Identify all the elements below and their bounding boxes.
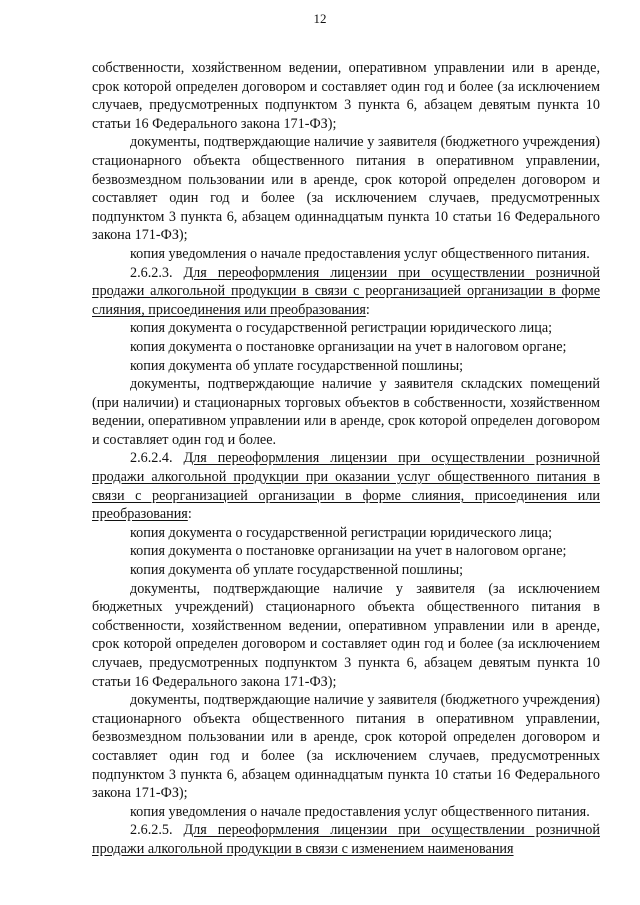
paragraph: собственности, хозяйственном ведении, оперативном управлении или в аренде, срок которой определен договором и составляет один год и более (за исключением случаев, предусмотренных подпунктом 3 пункта 6, абзацем девятым пункта 10 статьи 16 Федерального закона 171-ФЗ); xyxy=(92,60,600,132)
paragraph: документы, подтверждающие наличие у заявителя складских помещений (при наличии) и стационарных торговых объектов в собственности, хозяйственном ведении, оперативном управлении или в аренде, срок которой определен договором и составляет один год и более. xyxy=(92,376,600,448)
paragraph: документы, подтверждающие наличие у заявителя (за исключением бюджетных учреждений) стационарного объекта общественного питания в собственности, хозяйственном ведении, оперативном управлении или в аренде, срок которой определен договором и составляет один год и более (за исключением случаев, предусмотренных подпунктом 3 пункта 6, абзацем девятым пункта 10 статьи 16 Федерального закона 171-ФЗ); xyxy=(92,580,600,690)
section-number: 2.6.2.3. xyxy=(130,264,173,281)
document-body xyxy=(92,59,600,859)
paragraph: документы, подтверждающие наличие у заявителя (бюджетного учреждения) стационарного объекта общественного питания в оперативном управлении, безвозмездном пользовании или в аренде, срок которой определен договором и составляет один год и более (за исключением случаев, предусмотренных подпунктом 3 пункта 6, абзацем одиннадцатым пункта 10 статьи 16 Федерального закона 171-ФЗ); xyxy=(92,692,600,802)
paragraph: копия документа об уплате государственной пошлины; xyxy=(130,562,464,579)
paragraph: копия уведомления о начале предоставления услуг общественного питания. xyxy=(130,245,590,262)
paragraph: копия документа о постановке организации на учет в налоговом органе; xyxy=(130,543,567,560)
section-title: Для переоформления лицензии при осуществлении розничной продажи алкогольной продукции при оказании услуг общественного питания в связи с реорганизацией организации в форме слияния, присоединения или преобразования xyxy=(92,450,600,523)
section-title: Для переоформления лицензии при осуществлении розничной продажи алкогольной продукции в связи с изменением наименования xyxy=(92,822,600,857)
paragraph: копия документа о государственной регистрации юридического лица; xyxy=(130,524,553,541)
section-number: 2.6.2.4. xyxy=(130,450,173,467)
page-number: 12 xyxy=(313,11,327,26)
section-heading-2-6-2-4: 2.6.2.4. Для переоформления лицензии при осуществлении розничной продажи алкогольной продукции при оказании услуг общественного питания в связи с реорганизацией организации в форме слияния, присоединения или преобразования: xyxy=(92,450,600,523)
section-title: Для переоформления лицензии при осуществлении розничной продажи алкогольной продукции в связи с реорганизацией организации в форме слияния, присоединения или преобразования xyxy=(92,264,600,318)
paragraph: копия документа об уплате государственной пошлины; xyxy=(130,357,464,374)
paragraph: документы, подтверждающие наличие у заявителя (бюджетного учреждения) стационарного объекта общественного питания в оперативном управлении, безвозмездном пользовании или в аренде, срок которой определен договором и составляет один год и более (за исключением случаев, предусмотренных подпунктом 3 пункта 6, абзацем одиннадцатым пункта 10 статьи 16 Федерального закона 171-ФЗ); xyxy=(92,134,600,244)
section-heading-2-6-2-5 xyxy=(92,821,600,858)
paragraph: копия документа о государственной регистрации юридического лица; xyxy=(130,320,553,337)
paragraph: копия уведомления о начале предоставления услуг общественного питания. xyxy=(130,803,590,820)
paragraph: копия документа о постановке организации на учет в налоговом органе; xyxy=(130,338,567,355)
section-number: 2.6.2.5. xyxy=(130,822,173,839)
section-heading-2-6-2-3: 2.6.2.3. Для переоформления лицензии при осуществлении розничной продажи алкогольной продукции в связи с реорганизацией организации в форме слияния, присоединения или преобразования: xyxy=(92,264,600,318)
